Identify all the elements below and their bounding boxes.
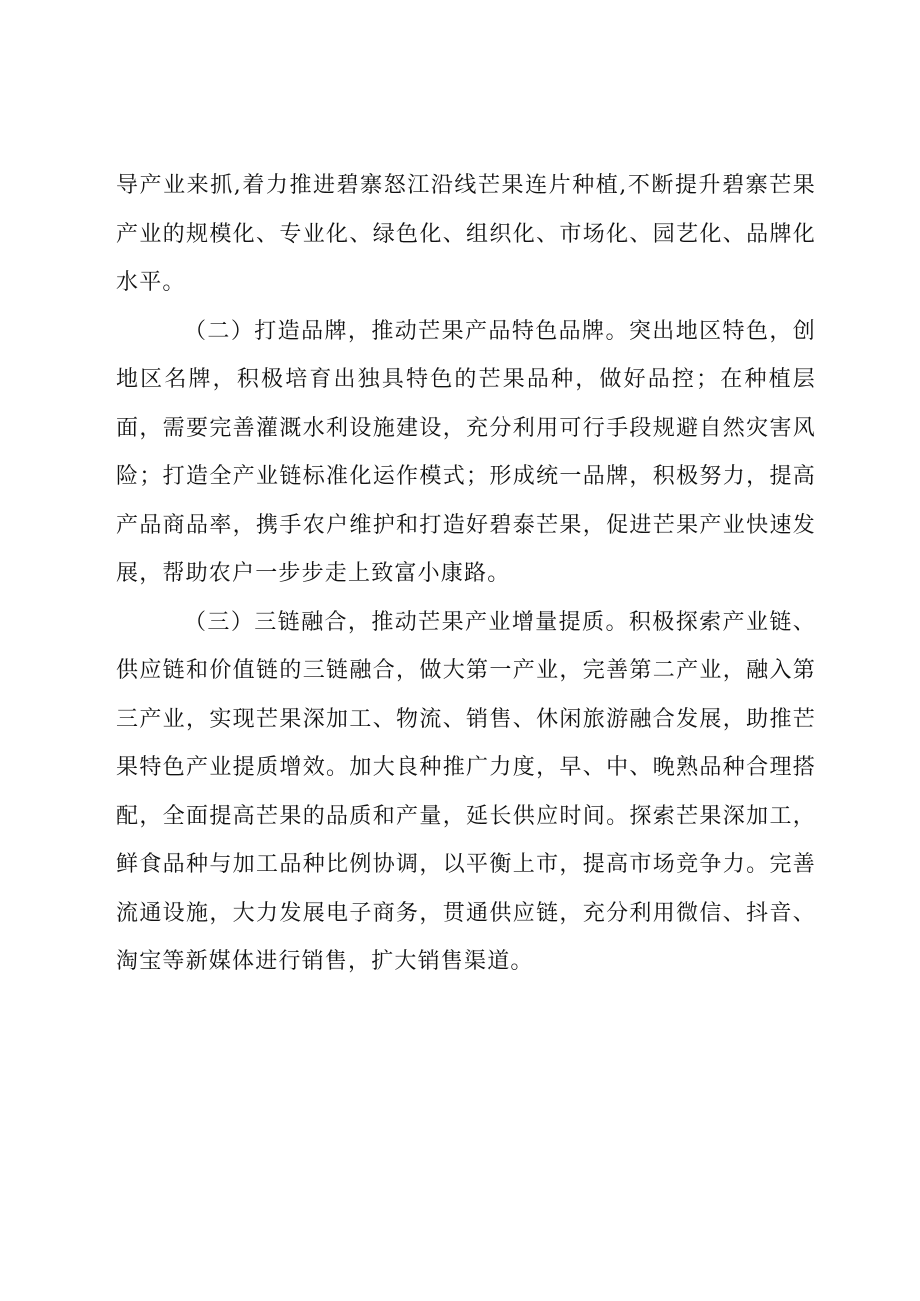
paragraph-continuation: 导产业来抓,着力推进碧寨怒江沿线芒果连片种植,不断提升碧寨芒果产业的规模化、专业化、绿色化、组织化、市场化、园艺化、品牌化水平。	[116, 173, 816, 295]
paragraph-section-three: （三）三链融合，推动芒果产业增量提质。积极探索产业链、供应链和价值链的三链融合，做大第一产业，完善第二产业，融入第三产业，实现芒果深加工、物流、销售、休闲旅游融合发展，助推芒果特色产业提质增效。加大良种推广力度，早、中、晚熟品种合理搭配，全面提高芒果的品质和产量，延长供应时间。探索芒果深加工，鲜食品种与加工品种比例协调，以平衡上市，提高市场竞争力。完善流通设施，大力发展电子商务，贯通供应链，充分利用微信、抖音、淘宝等新媒体进行销售，扩大销售渠道。	[116, 609, 816, 974]
document-body	[116, 162, 816, 987]
paragraph-section-two: （二）打造品牌，推动芒果产品特色品牌。突出地区特色，创地区名牌，积极培育出独具特色的芒果品种，做好品控；在种植层面，需要完善灌溉水利设施建设，充分利用可行手段规避自然灾害风险；打造全产业链标准化运作模式；形成统一品牌，积极努力，提高产品商品率，携手农户维护和打造好碧泰芒果，促进芒果产业快速发展，帮助农户一步步走上致富小康路。	[116, 318, 816, 586]
